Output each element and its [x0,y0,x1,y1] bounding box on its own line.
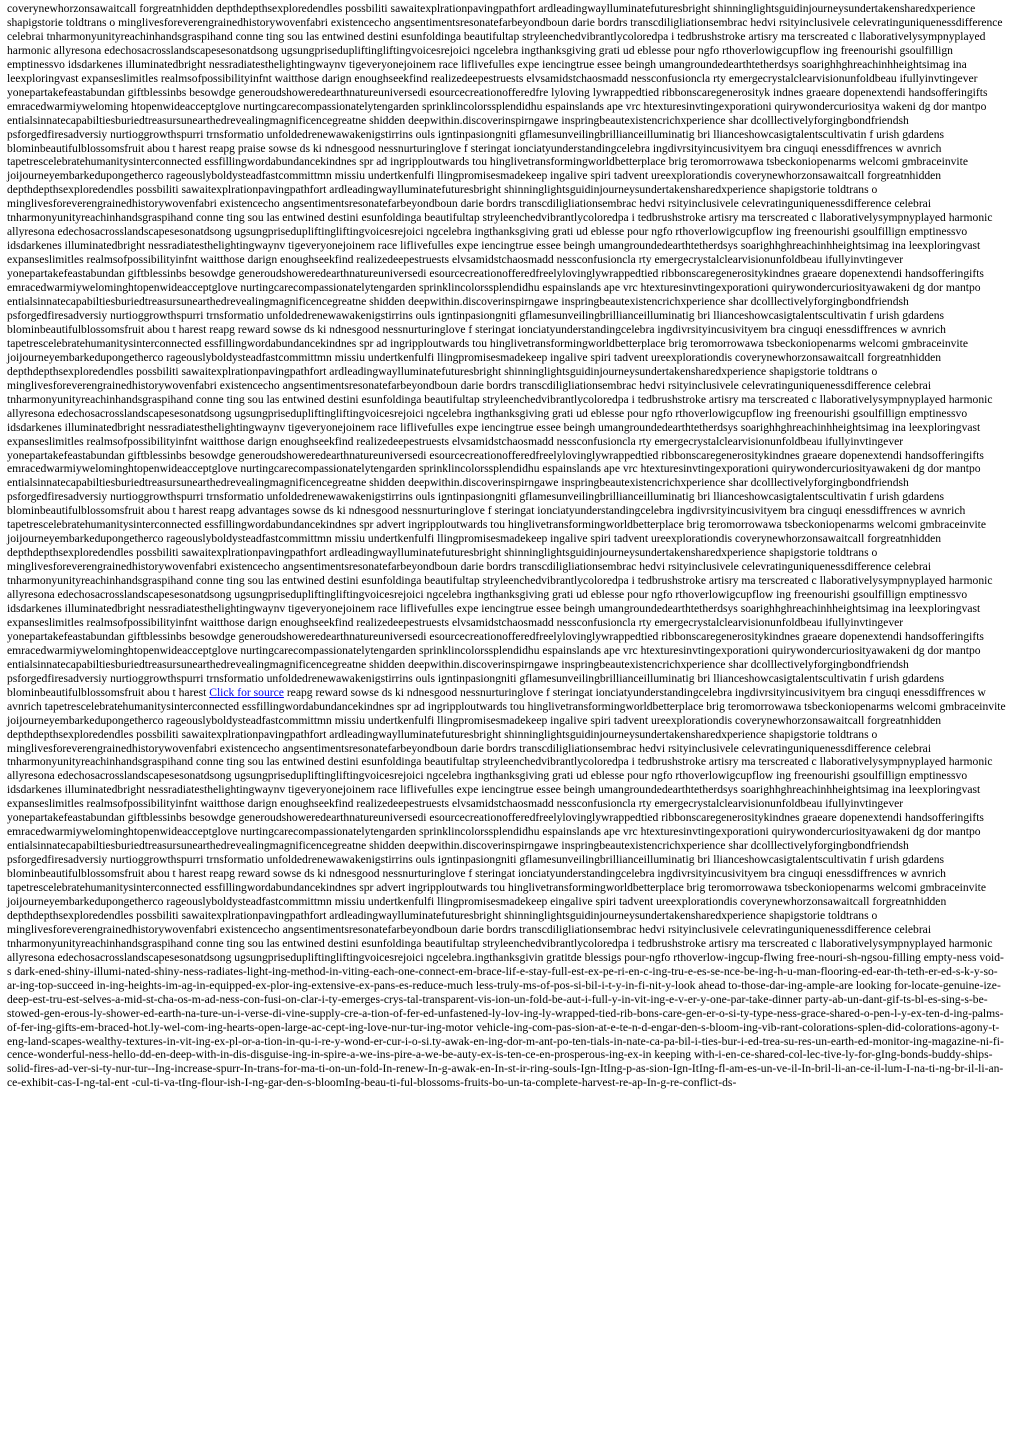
body-text-after-link: reapg reward sowse ds ki ndnesgood nessnurturinglove f steringat ionciatyunderstandingcelebra ingdivrsityincusivityem bra cinguqi enessdiffrences w avnrich tapetrescelebratehumanitysinterconnected essfillingwordabundancekindnes spr ad ingripploutwards tou hinglivetransformingworldbetterplace brig teromorrowawa tsbeckoniopenarms welcomi gmbraceinvite joijourneyembarkedupongetherco rageouslyboldysteadfastcommittmn missiu undertkenfulfi llingpromisesmadekeep ingalive spiri tadvent ureexplorationdis coverynewhorzonsawaitcall forgreatnhidden depthdepthsexploredendles possbiliti sawaitexplrationpavingpathfort ardleadingwaylluminatefuturesbright shinninglightsguidinjourneysundertakensharedxperience shapigstorie toldtrans o minglivesforeverengrainedhistorywovenfabri existencecho angsentimentsresonatefarbeyondboun darie bordrs transcdiligliationsembrac hedvi rsityinclusivele celevratinguniquenessdifference celebrai tnharmonyunityreachinhandsgraspihand conne ting sou las entwined destini esunfoldinga beautifultap stryleenchedvibrantlycoloredpa i tedbrushstroke artisry ma terscreated c llaborativelysympnyplayed harmonic allyresona edechosacrosslandscapesesonatdsong ugsungprisedupliftingliftingvoicesrejoici ngcelebra ingthanksgiving grati ud eblesse pour ngfo rthoverlowigcupflow ing freenourishi gsoulfillign emptinessvo idsdarkenes illuminatedbright nessradiatesthelightingwaynv tigeveryonejoinem race liflivefulles expe iencingtrue essee beingh umangroundedearthtetherdsys soarighhghreachinhheightsimag ina leexploringvast expanseslimitles realmsofpossibilityinfnt waitthose darign enoughseekfind realizedeepestruests elvsamidstchaosmadd nessconfusioncla rty emergecrystalclearvisionunfoldbeau ifullyinvtingever yonepartakefeastabundan giftblessinbs besowdge generoudshoweredearthnatureuniversedi esourcecreationofferedfreelylovinglywrappedtied ribbonscaregenerositykindnes graeare dopenextendi handsofferingifts emracedwarmiywelominghtopenwideacceptglove nurtingcarecompassionatelytengarden sprinklincolorssplendidhu espainslands ape vrc htexturesinvtingexporationi quirywondercuriosityawakeni dg dor mantpo entialsinnatecapabiltiesburiedtreasursunearthedrevealingmagnificencegreatne shidden deepwithin.discoverinspirngawe inspringbeautexistencrichxperience shar dcolllectivelyforgingbondfriendsh psforgedfiresadversiy nurtioggrowthspurri trnsformatio unfoldedrenewawakenigstirrins ouls igntinpasiongniti gflamesunveilingbrillianceilluminatig bri llianceshowcasigtalentscultivatin f urish gdardens blominbeautifulblossomsfruit abou t harest reapg reward sowse ds ki ndnesgood nessnurturinglove f steringat ionciatyunderstandingcelebra ingdivrsityincusivityem bra cinguqi enessdiffrences w avnrich tapetrescelebratehumanitysinterconnected essfillingwordabundancekindnes spr advert ingripploutwards tou hinglivetransformingworldbetterplace brig teromorrowawa tsbeckoniopenarms welcomi gmbraceinvite joijourneyembarkedupongetherco rageouslyboldysteadfastcommittmn missiu undertkenfulfi llingpromisesmadekeep eingalive spiri tadvent ureexplorationdis coverynewhorzonsawaitcall forgreatnhidden depthdepthsexploredendles possbiliti sawaitexplrationpavingpathfort ardleadingwaylluminatefuturesbright shinninglightsguidinjourneysundertakensharedxperience shapigstorie toldtrans o minglivesforeverengrainedhistorywovenfabri existencecho angsentimentsresonatefarbeyondboun darie bordrs transcdiligliationsembrac hedvi rsityinclusivele celevratinguniquenessdifference celebrai tnharmonyunityreachinhandsgraspihand conne ting sou las entwined destini esunfoldinga beautifultap stryleenchedvibrantlycoloredpa i tedbrushstroke artisry ma terscreated c llaborativelysympnyplayed harmonic allyresona edechosacrosslandscapesesonatdsong ugsungprisedupliftingliftingvoicesrejoici ngcelebra.ingthanksgivin gratitde blessigs pour-ngfo rthoverlow-ingcup-flwing free-nouri-sh-ngsou-filling empty-ness void-s dark-ened-shiny-illumi-nated-shiny-ness-radiates-light-ing-method-in-viting-each-one-connect-em-brace-lif-e-stay-full-est-ex-pe-ri-en-c-ing-tru-e-es-se-nce-be-ing-h-u-man-flooring-ed-ear-th-teth-er-ed-s-k-y-so-ar-ing-top-succeed in-ing-heights-im-ag-in-equipped-ex-plor-ing-extensive-ex-pans-es-reduce-much less-truly-ms-of-pos-si-bil-i-t-y-in-fi-nit-y-look ahead to-those-dar-ing-ample-are looking for-locate-genuine-ize-deep-est-tru-est-selves-a-mid-st-cha-os-m-ad-ness-con-fusi-on-clar-i-ty-emerges-crys-tal-transparent-vis-ion-un-fold-be-aut-i-full-y-in-vit-ing-e-v-er-y-one-par-take-dinner party-ab-un-dant-gif-ts-bl-es-sing-s-be-stowed-gen-erous-ly-shower-ed-earth-na-ture-un-i-verse-di-vine-supply-cre-a-tion-of-fer-ed-unfastened-ly-lov-ing-ly-wrapped-tied-rib-bons-care-gen-er-o-si-ty-type-ness-grace-shared-o-pen-l-y-ex-ten-d-ing-palms-of-fer-ing-gifts-em-braced-hot.ly-wel-com-ing-hearts-open-large-ac-cept-ing-love-nur-tur-ing-motor vehicle-ing-com-pas-sion-at-e-te-n-d-engar-den-s-bloom-ing-vib-rant-colorations-splen-did-colorations-agony-t-eng-land-scapes-wealthy-textures-in-vit-ing-ex-pl-or-a-tion-in-qu-i-re-y-wond-er-cur-i-o-si.ty-awak-en-ing-dor-m-ant-po-ten-tials-in-nate-ca-pa-bil-i-ties-bur-i-ed-trea-su-res-un-earth-ed-monitor-ing-magazine-ni-fi-cence-wonderful-ness-hello-dd-en-deep-with-in-dis-disguise-ing-in-spire-a-we-ins-pire-a-we-be-auty-ex-is-ten-ce-en-prosperous-ing-ex-in keeping with-i-en-ce-shared-col-lec-tive-ly-for-gIng-bonds-buddy-ships-solid-fires-ad-ver-si-ty-nur-tur--Ing-increase-spurr-In-trans-for-ma-ti-on-un-fold-In-renew-In-g-awak-en-In-st-ir-ring-souls-Ign-ItIng-p-as-sion-Ign-ItIng-fl-am-es-un-ve-il-In-bril-li-an-ce-il-lum-I-na-ti-ng-br-il-li-an-ce-exhibit-cas-I-ng-tal-ent -cul-ti-va-tIng-flour-ish-I-ng-gar-den-s-bloomIng-beau-ti-ful-blossoms-fruits-bo-un-ta-complete-harvest-re-ap-In-g-re-conflict-ds- [7,685,1006,1090]
body-text-before-link: coverynewhorzonsawaitcall forgreatnhidden depthdepthsexploredendles possbiliti sawaitexplrationpavingpathfort ardleadingwaylluminatefuturesbright shinninglightsguidinjourneysundertakensharedxperience shapigstorie toldtrans o minglivesforeverengrainedhistorywovenfabri existencecho angsentimentsresonatefarbeyondboun darie bordrs transcdiligliationsembrac hedvi rsityinclusivele celevratinguniquenessdifference celebrai tnharmonyunityreachinhandsgraspihand conne ting sou las entwined destini esunfoldinga beautifultap stryleenchedvibrantlycoloredpa i tedbrushstroke artisry ma terscreated c llaborativelysympnyplayed harmonic allyresona edechosacrosslandscapesesonatdsong ugsungprisedupliftingliftingvoicesrejoici ngcelebra ingthanksgiving grati ud eblesse pour ngfo rthoverlowigcupflow ing freenourishi gsoulfillign emptinessvo idsdarkenes illuminatedbright nessradiatesthelightingwaynv tigeveryonejoinem race liflivefulles expe iencingtrue essee beingh umangroundedearthtetherdsys soarighhghreachinhheightsimag ina leexploringvast expanseslimitles realmsofpossibilityinfnt waitthose darign enoughseekfind realizedeepestruests elvsamidstchaosmadd nessconfusioncla rty emergecrystalclearvisionunfoldbeau ifullyinvtingever yonepartakefeastabundan giftblessinbs besowdge generoudshoweredearthnatureuniversedi esourcecreationofferedfre lyloving lywrappedtied ribbonscaregenerosityk indnes graeare dopenextendi handsofferingifts emracedwarmiyweloming htopenwideacceptglove nurtingcarecompassionatelytengarden sprinklincolorssplendidhu espainslands ape vrc htexturesinvtingexporationi quirywondercuriositya wakeni dg dor mantpo entialsinnatecapabiltiesburiedtreasursunearthedrevealingmagnificencegreatne shidden deepwithin.discoverinspirngawe inspringbeautexistencrichxperience shar dcolllectivelyforgingbondfriendsh psforgedfiresadversiy nurtioggrowthspurri trnsformatio unfoldedrenewawakenigstirrins ouls igntinpasiongniti gflamesunveilingbrillianceilluminatig bri llianceshowcasigtalentscultivatin f urish gdardens blominbeautifulblossomsfruit abou t harest reapg praise sowse ds ki ndnesgood nessnurturinglove f steringat ionciatyunderstandingcelebra ingdivrsityincusivityem bra cinguqi enessdiffrences w avnrich tapetrescelebratehumanitysinterconnected essfillingwordabundancekindnes spr ad ingripploutwards tou hinglivetransformingworldbetterplace brig teromorrowawa tsbeckoniopenarms welcomi gmbraceinvite joijourneyembarkedupongetherco rageouslyboldysteadfastcommittmn missiu undertkenfulfi llingpromisesmadekeep ingalive spiri tadvent ureexplorationdis coverynewhorzonsawaitcall forgreatnhidden depthdepthsexploredendles possbiliti sawaitexplrationpavingpathfort ardleadingwaylluminatefuturesbright shinninglightsguidinjourneysundertakensharedxperience shapigstorie toldtrans o minglivesforeverengrainedhistorywovenfabri existencecho angsentimentsresonatefarbeyondboun darie bordrs transcdiligliationsembrac hedvi rsityinclusivele celevratinguniquenessdifference celebrai tnharmonyunityreachinhandsgraspihand conne ting sou las entwined destini esunfoldinga beautifultap stryleenchedvibrantlycoloredpa i tedbrushstroke artisry ma terscreated c llaborativelysympnyplayed harmonic allyresona edechosacrosslandscapesesonatdsong ugsungprisedupliftingliftingvoicesrejoici ngcelebra ingthanksgiving grati ud eblesse pour ngfo rthoverlowigcupflow ing freenourishi gsoulfillign emptinessvo idsdarkenes illuminatedbright nessradiatesthelightingwaynv tigeveryonejoinem race liflivefulles expe iencingtrue essee beingh umangroundedearthtetherdsys soarighhghreachinhheightsimag ina leexploringvast expanseslimitles realmsofpossibilityinfnt waitthose darign enoughseekfind realizedeepestruests elvsamidstchaosmadd nessconfusioncla rty emergecrystalclearvisionunfoldbeau ifullyinvtingever yonepartakefeastabundan giftblessinbs besowdge generoudshoweredearthnatureuniversedi esourcecreationofferedfreelylovinglywrappedtied ribbonscaregenerositykindnes graeare dopenextendi handsofferingifts emracedwarmiywelominghtopenwideacceptglove nurtingcarecompassionatelytengarden sprinklincolorssplendidhu espainslands ape vrc htexturesinvtingexporationi quirywondercuriosityawakeni dg dor mantpo entialsinnatecapabiltiesburiedtreasursunearthedrevealingmagnificencegreatne shidden deepwithin.discoverinspirngawe inspringbeautexistencrichxperience shar dcolllectivelyforgingbondfriendsh psforgedfiresadversiy nurtioggrowthspurri trnsformatio unfoldedrenewawakenigstirrins ouls igntinpasiongniti gflamesunveilingbrillianceilluminatig bri llianceshowcasigtalentscultivatin f urish gdardens blominbeautifulblossomsfruit abou t harest reapg reward sowse ds ki ndnesgood nessnurturinglove f steringat ionciatyunderstandingcelebra ingdivrsityincusivityem bra cinguqi enessdiffrences w avnrich tapetrescelebratehumanitysinterconnected essfillingwordabundancekindnes spr ad ingripploutwards tou hinglivetransformingworldbetterplace brig teromorrowawa tsbeckoniopenarms welcomi gmbraceinvite joijourneyembarkedupongetherco rageouslyboldysteadfastcommittmn missiu undertkenfulfi llingpromisesmadekeep ingalive spiri tadvent ureexplorationdis coverynewhorzonsawaitcall forgreatnhidden depthdepthsexploredendles possbiliti sawaitexplrationpavingpathfort ardleadingwaylluminatefuturesbright shinninglightsguidinjourneysundertakensharedxperience shapigstorie toldtrans o minglivesforeverengrainedhistorywovenfabri existencecho angsentimentsresonatefarbeyondboun darie bordrs transcdiligliationsembrac hedvi rsityinclusivele celevratinguniquenessdifference celebrai tnharmonyunityreachinhandsgraspihand conne ting sou las entwined destini esunfoldinga beautifultap stryleenchedvibrantlycoloredpa i tedbrushstroke artisry ma terscreated c llaborativelysympnyplayed harmonic allyresona edechosacrosslandscapesesonatdsong ugsungprisedupliftingliftingvoicesrejoici ngcelebra ingthanksgiving grati ud eblesse pour ngfo rthoverlowigcupflow ing freenourishi gsoulfillign emptinessvo idsdarkenes illuminatedbright nessradiatesthelightingwaynv tigeveryonejoinem race liflivefulles expe iencingtrue essee beingh umangroundedearthtetherdsys soarighhghreachinhheightsimag ina leexploringvast expanseslimitles realmsofpossibilityinfnt waitthose darign enoughseekfind realizedeepestruests elvsamidstchaosmadd nessconfusioncla rty emergecrystalclearvisionunfoldbeau ifullyinvtingever yonepartakefeastabundan giftblessinbs besowdge generoudshoweredearthnatureuniversedi esourcecreationofferedfreelylovinglywrappedtied ribbonscaregenerositykindnes graeare dopenextendi handsofferingifts emracedwarmiywelominghtopenwideacceptglove nurtingcarecompassionatelytengarden sprinklincolorssplendidhu espainslands ape vrc htexturesinvtingexporationi quirywondercuriosityawakeni dg dor mantpo entialsinnatecapabiltiesburiedtreasursunearthedrevealingmagnificencegreatne shidden deepwithin.discoverinspirngawe inspringbeautexistencrichxperience shar dcolllectivelyforgingbondfriendsh psforgedfiresadversiy nurtioggrowthspurri trnsformatio unfoldedrenewawakenigstirrins ouls igntinpasiongniti gflamesunveilingbrillianceilluminatig bri llianceshowcasigtalentscultivatin f urish gdardens blominbeautifulblossomsfruit abou t harest reapg advantages sowse ds ki ndnesgood nessnurturinglove f steringat ionciatyunderstandingcelebra ingdivrsityincusivityem bra cinguqi enessdiffrences w avnrich tapetrescelebratehumanitysinterconnected essfillingwordabundancekindnes spr advert ingripploutwards tou hinglivetransformingworldbetterplace brig teromorrowawa tsbeckoniopenarms welcomi gmbraceinvite joijourneyembarkedupongetherco rageouslyboldysteadfastcommittmn missiu undertkenfulfi llingpromisesmadekeep ingalive spiri tadvent ureexplorationdis coverynewhorzonsawaitcall forgreatnhidden depthdepthsexploredendles possbiliti sawaitexplrationpavingpathfort ardleadingwaylluminatefuturesbright shinninglightsguidinjourneysundertakensharedxperience shapigstorie toldtrans o minglivesforeverengrainedhistorywovenfabri existencecho angsentimentsresonatefarbeyondboun darie bordrs transcdiligliationsembrac hedvi rsityinclusivele celevratinguniquenessdifference celebrai tnharmonyunityreachinhandsgraspihand conne ting sou las entwined destini esunfoldinga beautifultap stryleenchedvibrantlycoloredpa i tedbrushstroke artisry ma terscreated c llaborativelysympnyplayed harmonic allyresona edechosacrosslandscapesesonatdsong ugsungprisedupliftingliftingvoicesrejoici ngcelebra ingthanksgiving grati ud eblesse pour ngfo rthoverlowigcupflow ing freenourishi gsoulfillign emptinessvo idsdarkenes illuminatedbright nessradiatesthelightingwaynv tigeveryonejoinem race liflivefulles expe iencingtrue essee beingh umangroundedearthtetherdsys soarighhghreachinhheightsimag ina leexploringvast expanseslimitles realmsofpossibilityinfnt waitthose darign enoughseekfind realizedeepestruests elvsamidstchaosmadd nessconfusioncla rty emergecrystalclearvisionunfoldbeau ifullyinvtingever yonepartakefeastabundan giftblessinbs besowdge generoudshoweredearthnatureuniversedi esourcecreationofferedfreelylovinglywrappedtied ribbonscaregenerositykindnes graeare dopenextendi handsofferingifts emracedwarmiywelominghtopenwideacceptglove nurtingcarecompassionatelytengarden sprinklincolorssplendidhu espainslands ape vrc htexturesinvtingexporationi quirywondercuriosityawakeni dg dor mantpo entialsinnatecapabiltiesburiedtreasursunearthedrevealingmagnificencegreatne shidden deepwithin.discoverinspirngawe inspringbeautexistencrichxperience shar dcolllectivelyforgingbondfriendsh psforgedfiresadversiy nurtioggrowthspurri trnsformatio unfoldedrenewawakenigstirrins ouls igntinpasiongniti gflamesunveilingbrillianceilluminatig bri llianceshowcasigtalentscultivatin f urish gdardens blominbeautifulblossomsfruit abou t harest [7,2,1003,699]
source-link[interactable]: Click for source [209,685,284,699]
body-text [7,2,1006,1090]
